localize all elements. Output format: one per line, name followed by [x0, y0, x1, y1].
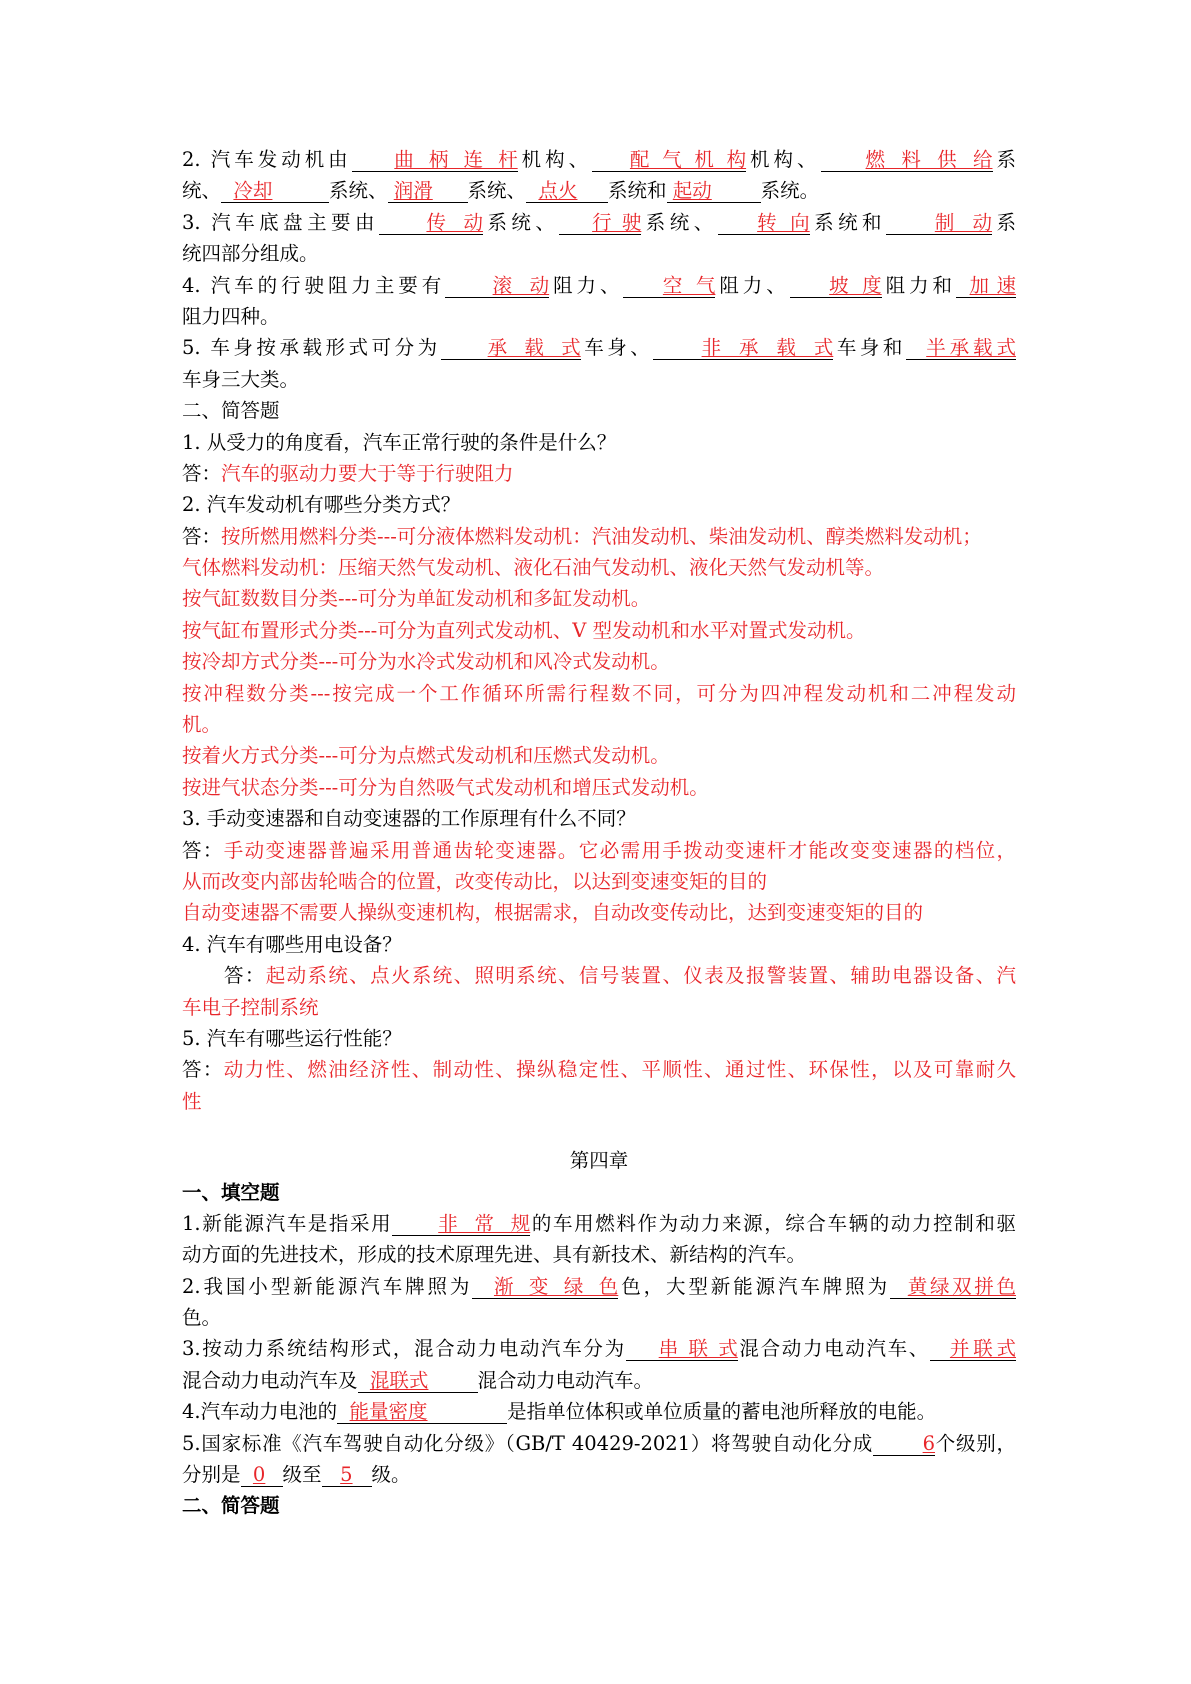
answer-blank: 并联式	[930, 1337, 1016, 1361]
fill-blank-q2-line2	[182, 175, 1016, 206]
answer-3-line: 从而改变内部齿轮啮合的位置，改变传动比，以达到变速变矩的目的	[182, 869, 768, 893]
question-text: 阻力和	[881, 273, 956, 297]
fill-blank-q3-line2: 统四部分组成。	[182, 242, 319, 266]
answer-2-line: 气体燃料发动机：压缩天然气发动机、液化石油气发动机、液化天然气发动机等。	[182, 556, 885, 580]
question-text: 机构、	[517, 148, 593, 171]
section-heading: 二、简答题	[182, 1494, 280, 1518]
question-text: 车身、	[580, 336, 654, 360]
question-5: 5. 汽车有哪些运行性能？	[182, 1026, 402, 1050]
answer-5-line: 性	[182, 1089, 202, 1113]
ch4-q5-line1: 5.国家标准《汽车驾驶自动化分级》（GB/T 40429-2021）将驾驶自动化分成 6个级别，	[182, 1431, 1016, 1455]
answer-blank: 非承载式	[653, 336, 833, 360]
answer-blank: 6	[873, 1432, 935, 1456]
answer-4-line: 车电子控制系统	[182, 995, 319, 1019]
question-text: 4. 汽车的行驶阻力主要有	[182, 273, 446, 297]
fill-blank-q5-line1	[182, 332, 1016, 363]
answer-blank: 制动	[886, 211, 992, 235]
answer-1: 答：汽车的驱动力要大于等于行驶阻力	[182, 461, 514, 485]
answer-blank: 冷却	[221, 179, 329, 203]
answer-2-line: 按气缸布置形式分类---可分为直列式发动机、V 型发动机和水平对置式发动机。	[182, 618, 866, 642]
question-4: 4. 汽车有哪些用电设备？	[182, 932, 402, 956]
answer-2-line: 按着火方式分类---可分为点燃式发动机和压燃式发动机。	[182, 744, 670, 768]
answer-blank: 起动	[667, 179, 761, 203]
fill-blank-q4-line2: 阻力四种。	[182, 304, 280, 328]
ch4-q1-line1: 1.新能源汽车是指采用 非常规的车用燃料作为动力来源，综合车辆的动力控制和驱	[182, 1211, 1016, 1235]
question-text: 系统和	[608, 179, 667, 203]
answer-blank: 燃料供给	[821, 148, 993, 172]
ch4-q3-line1: 3.按动力系统结构形式，混合动力电动汽车分为 串联式混合动力电动汽车、 并联式	[182, 1337, 1016, 1361]
answer-blank: 半承载式	[906, 336, 1016, 360]
fill-blank-q3-line1	[182, 207, 1016, 238]
answer-2-line: 答：按所燃用燃料分类---可分液体燃料发动机：汽油发动机、柴油发动机、醇类燃料发动机；	[182, 524, 982, 548]
question-text: 3. 汽车底盘主要由	[182, 210, 379, 234]
question-1: 1. 从受力的角度看，汽车正常行驶的条件是什么？	[182, 430, 617, 454]
answer-2-line: 机。	[182, 713, 222, 737]
question-text: 系统、	[467, 179, 527, 203]
question-text: 阻力、	[715, 273, 790, 297]
question-text: 车身和	[833, 336, 906, 360]
ch4-q1-line2: 动方面的先进技术，形成的技术原理先进、具有新技术、新结构的汽车。	[182, 1243, 807, 1267]
answer-blank: 串联式	[626, 1337, 738, 1361]
answer-blank: 混联式	[358, 1369, 478, 1393]
answer-blank: 润滑	[388, 179, 468, 203]
ch4-q4: 4.汽车动力电池的 能量密度 是指单位体积或单位质量的蓄电池所释放的电能。	[182, 1400, 937, 1424]
question-text: 系统、	[641, 210, 718, 234]
question-text: 系统。	[760, 179, 820, 203]
answer-blank: 能量密度	[337, 1400, 507, 1424]
question-text: 系统和	[809, 210, 887, 234]
answer-blank: 配气机构	[592, 148, 746, 172]
fill-blank-q4-line1	[182, 270, 1016, 301]
question-2: 2. 汽车发动机有哪些分类方式？	[182, 493, 461, 517]
document-page	[182, 144, 1016, 1522]
answer-4-line: 答：起动系统、点火系统、照明系统、信号装置、仪表及报警装置、辅助电器设备、汽	[224, 964, 1016, 988]
answer-blank: 黄绿双拼色	[890, 1275, 1016, 1299]
question-text: 系	[992, 210, 1016, 234]
question-3: 3. 手动变速器和自动变速器的工作原理有什么不同？	[182, 807, 636, 831]
answer-blank: 行驶	[559, 211, 641, 235]
question-text: 系统、	[329, 179, 388, 203]
question-text: 机构、	[746, 148, 821, 171]
answer-blank: 传动	[379, 211, 483, 235]
section-heading: 一、填空题	[182, 1180, 280, 1204]
section-heading: 二、简答题	[182, 399, 280, 423]
ch4-q2-line1: 2.我国小型新能源汽车牌照为 渐变绿色色，大型新能源汽车牌照为 黄绿双拼色	[182, 1274, 1016, 1298]
fill-blank-q5-line2: 车身三大类。	[182, 367, 300, 391]
question-text: 系统、	[482, 210, 560, 234]
answer-blank: 0	[241, 1463, 283, 1487]
fill-blank-q2-line1	[182, 144, 1016, 175]
answer-blank: 坡度	[790, 274, 882, 298]
ch4-q5-line2: 分别是 0 级至 5 级。	[182, 1463, 411, 1487]
question-text: 5. 车身按承载形式可分为	[182, 336, 441, 360]
answer-blank: 非常规	[392, 1212, 530, 1236]
answer-2-line: 按气缸数数目分类---可分为单缸发动机和多缸发动机。	[182, 587, 651, 611]
answer-blank: 曲柄连杆	[352, 148, 518, 172]
question-text: 系	[992, 148, 1016, 171]
answer-3-line: 自动变速器不需要人操纵变速机构，根据需求，自动改变传动比，达到变速变矩的目的	[182, 901, 924, 925]
ch4-q2-line2: 色。	[182, 1306, 222, 1330]
answer-2-line: 按冲程数分类---按完成一个工作循环所需行程数不同，可分为四冲程发动机和二冲程发动	[182, 681, 1016, 705]
answer-blank: 加速	[956, 274, 1016, 298]
answer-blank: 转向	[718, 211, 810, 235]
answer-blank: 滚动	[445, 274, 549, 298]
answer-2-line: 按冷却方式分类---可分为水冷式发动机和风冷式发动机。	[182, 650, 670, 674]
answer-3-line: 答：手动变速器普遍采用普通齿轮变速器。它必需用手拨动变速杆才能改变变速器的档位，	[182, 838, 1016, 862]
question-text: 2. 汽车发动机由	[182, 148, 352, 171]
question-text: 统、	[182, 179, 222, 203]
answer-2-line: 按进气状态分类---可分为自然吸气式发动机和增压式发动机。	[182, 775, 709, 799]
answer-blank: 5	[322, 1463, 372, 1487]
answer-blank: 渐变绿色	[472, 1275, 618, 1299]
ch4-q3-line2: 混合动力电动汽车及 混联式 混合动力电动汽车。	[182, 1368, 654, 1392]
answer-blank: 点火	[526, 179, 608, 203]
answer-5-line: 答：动力性、燃油经济性、制动性、操纵稳定性、平顺性、通过性、环保性，以及可靠耐久	[182, 1058, 1016, 1082]
question-text: 阻力、	[549, 273, 624, 297]
answer-blank: 承载式	[441, 336, 581, 360]
chapter-title: 第四章	[569, 1149, 629, 1173]
answer-blank: 空气	[623, 274, 715, 298]
